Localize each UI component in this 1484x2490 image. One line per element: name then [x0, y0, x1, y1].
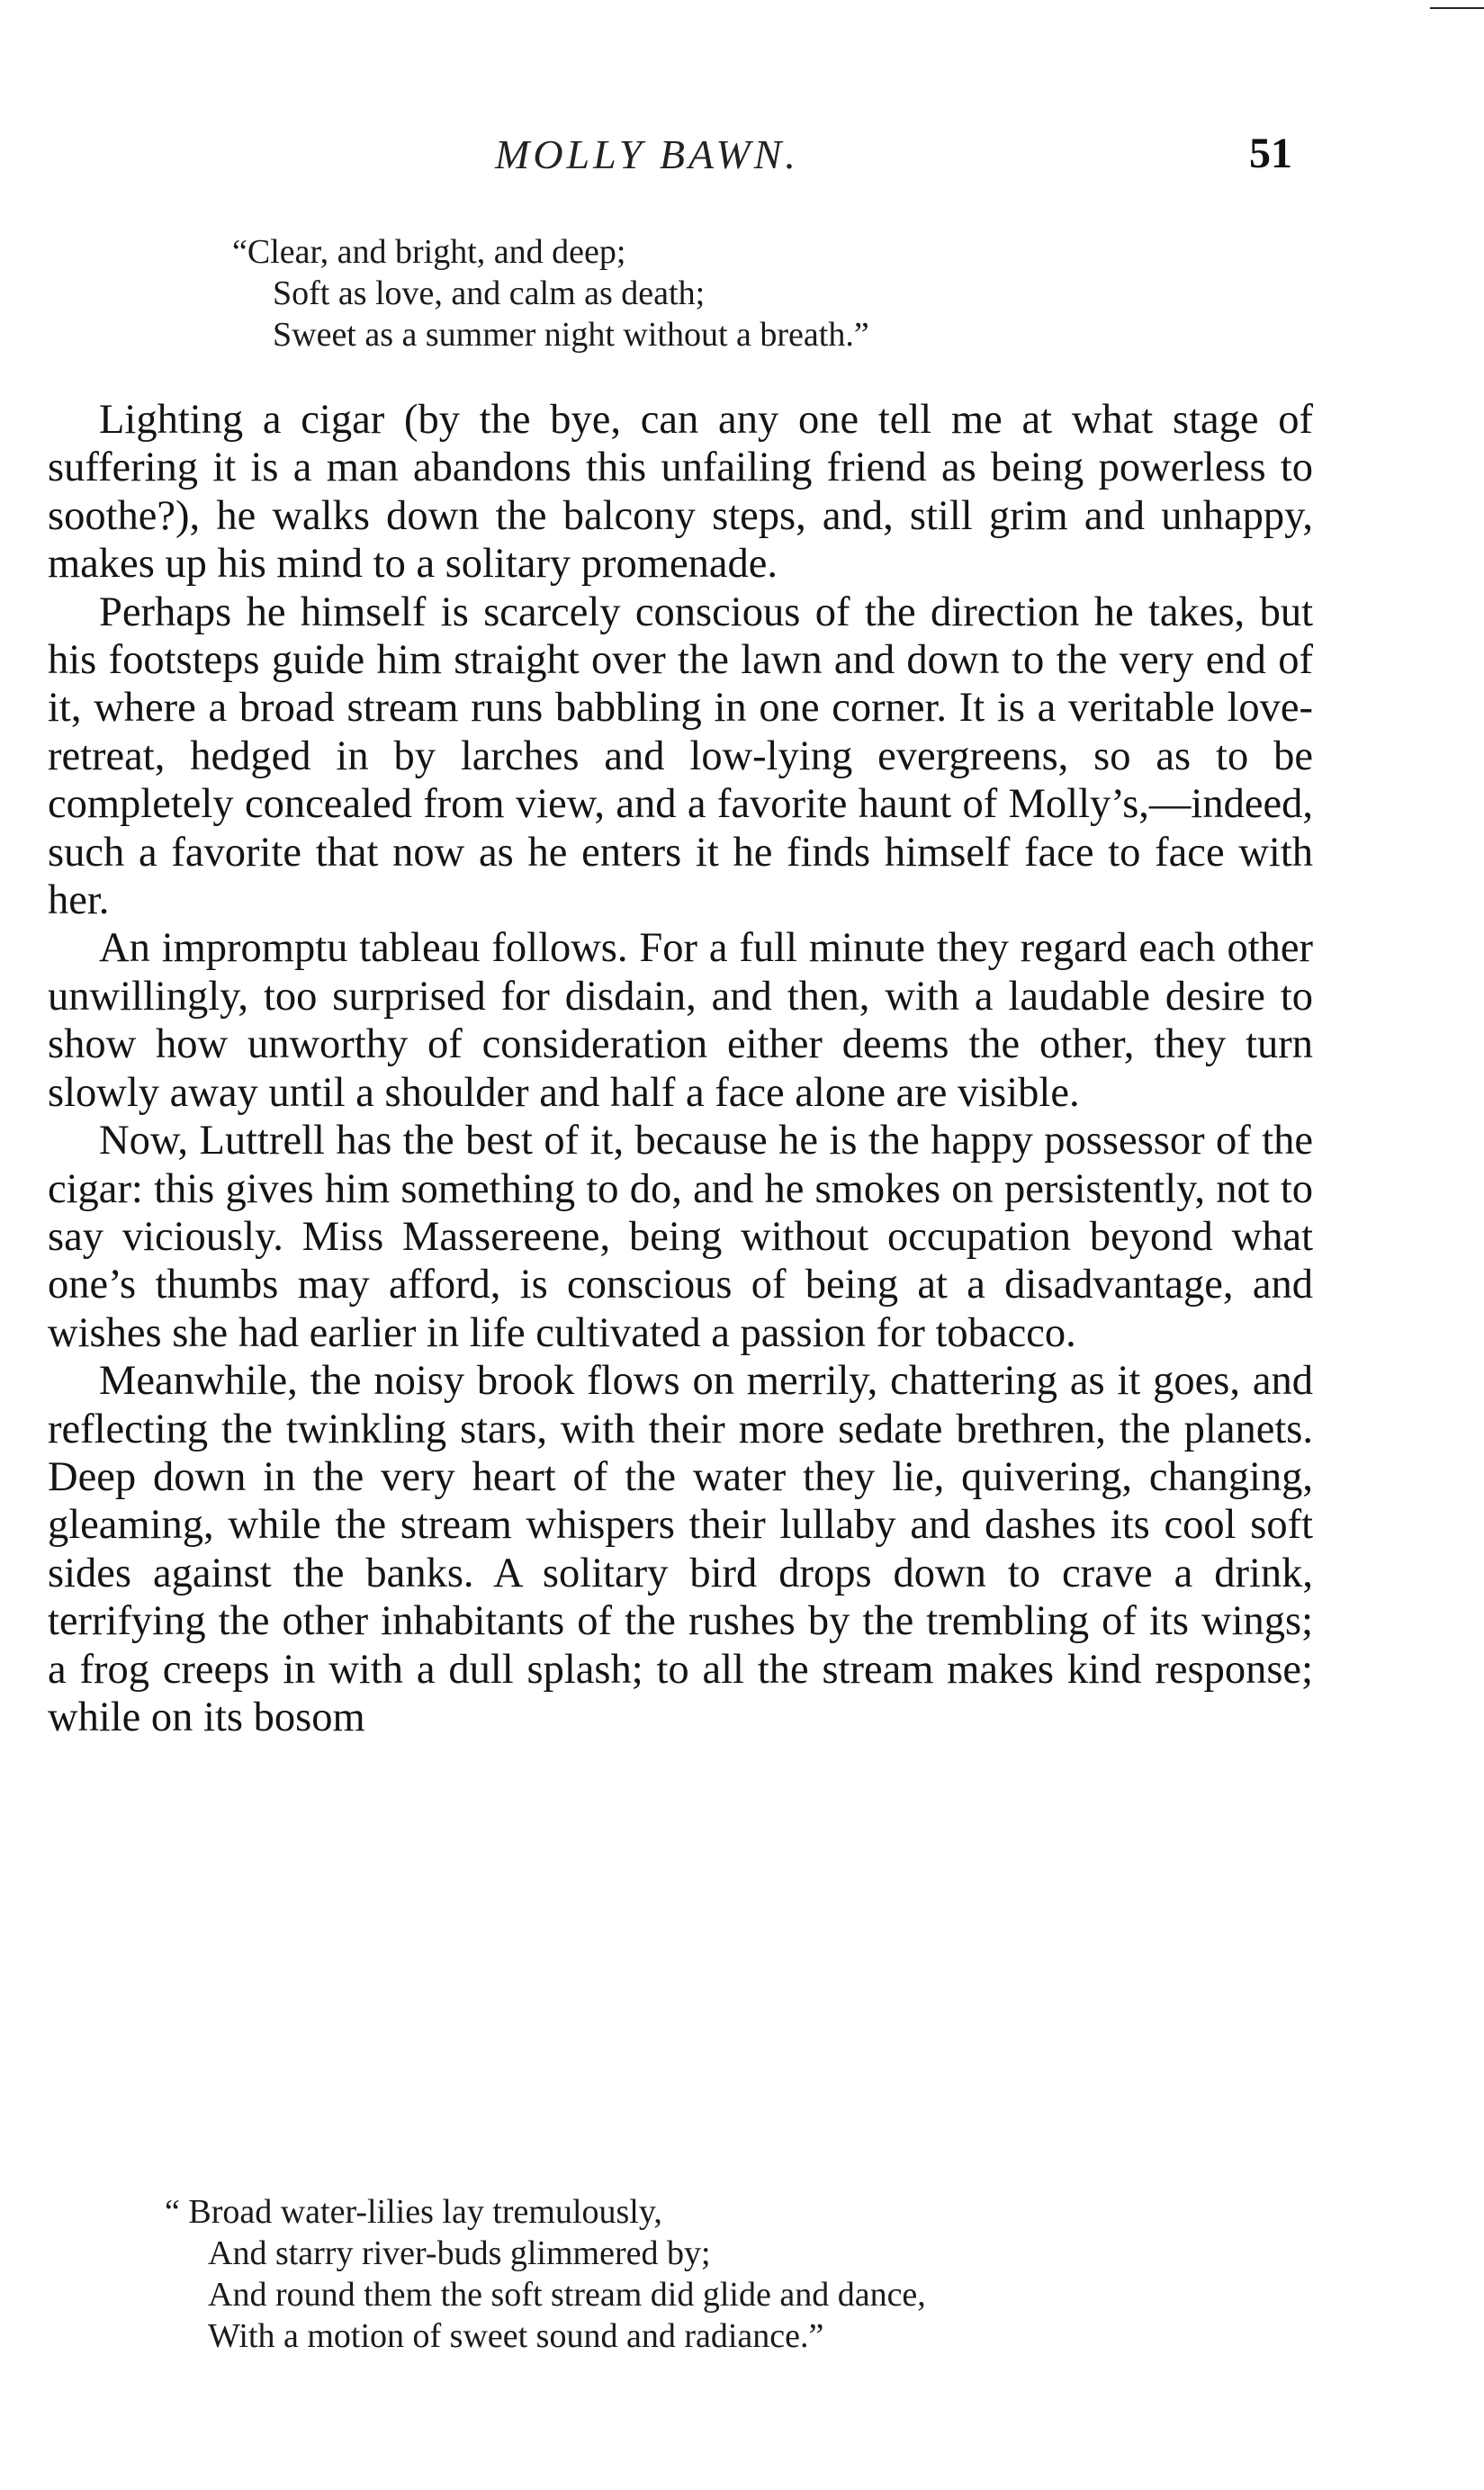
paragraph: Perhaps he himself is scarcely conscious of the direction he takes, but his footsteps guide him straight over the lawn and down to the very end of it, where a broad stream runs babbling in one corner. It is a veritable love-retreat, hedged in by larches and low-lying evergreens, so as to be completely concealed from view, and a favorite haunt of Molly’s,—indeed, such a favorite that now as he enters it he finds himself face to face with her. — [48, 589, 1313, 924]
page-edge-rule — [1430, 7, 1484, 9]
body-text — [48, 396, 1313, 1741]
page-number: 51 — [1249, 130, 1292, 177]
closing-verse — [165, 2191, 926, 2357]
epigraph-verse — [232, 231, 869, 355]
verse-line: With a motion of sweet sound and radiance.” — [208, 2317, 824, 2355]
paragraph: Meanwhile, the noisy brook flows on merrily, chattering as it goes, and reflecting the twinkling stars, with their more sedate brethren, the planets. Deep down in the very heart of the water they lie, quivering, changing, gleaming, while the stream whispers their lullaby and dashes its cool soft sides against the banks. A solitary bird drops down to crave a drink, terrifying the other inhabitants of the rushes by the trembling of its wings; a frog creeps in with a dull splash; to all the stream makes kind response; while on its bosom — [48, 1358, 1313, 1740]
verse-line: Sweet as a summer night without a breath.” — [273, 316, 869, 354]
paragraph: Lighting a cigar (by the bye, can any one tell me at what stage of suffering it is a man abandons this unfailing friend as being powerless to soothe?), he walks down the balcony steps, and, still grim and unhappy, makes up his mind to a solitary promenade. — [48, 397, 1313, 588]
page-header — [0, 130, 1484, 193]
running-title: MOLLY BAWN. — [495, 131, 799, 177]
verse-line: And starry river-buds glimmered by; — [208, 2234, 711, 2272]
verse-line: “ Broad water-lilies lay tremulously, — [165, 2193, 662, 2231]
verse-line: Soft as love, and calm as death; — [273, 274, 706, 312]
verse-line: “Clear, and bright, and deep; — [232, 233, 626, 271]
verse-line: And round them the soft stream did glide and dance, — [208, 2276, 926, 2314]
paragraph: Now, Luttrell has the best of it, because he is the happy possessor of the cigar: this gives him something to do, and he smokes on persistently, not to say viciously. Miss Massereene, being without occupation beyond what one’s thumbs may afford, is conscious of being at a disadvantage, and wishes she had earlier in life cultivated a passion for tobacco. — [48, 1118, 1313, 1356]
paragraph: An impromptu tableau follows. For a full minute they regard each other unwillingly, too surprised for disdain, and then, with a laudable desire to show how unworthy of consideration either deems the other, they turn slowly away until a shoulder and half a face alone are visible. — [48, 925, 1313, 1116]
